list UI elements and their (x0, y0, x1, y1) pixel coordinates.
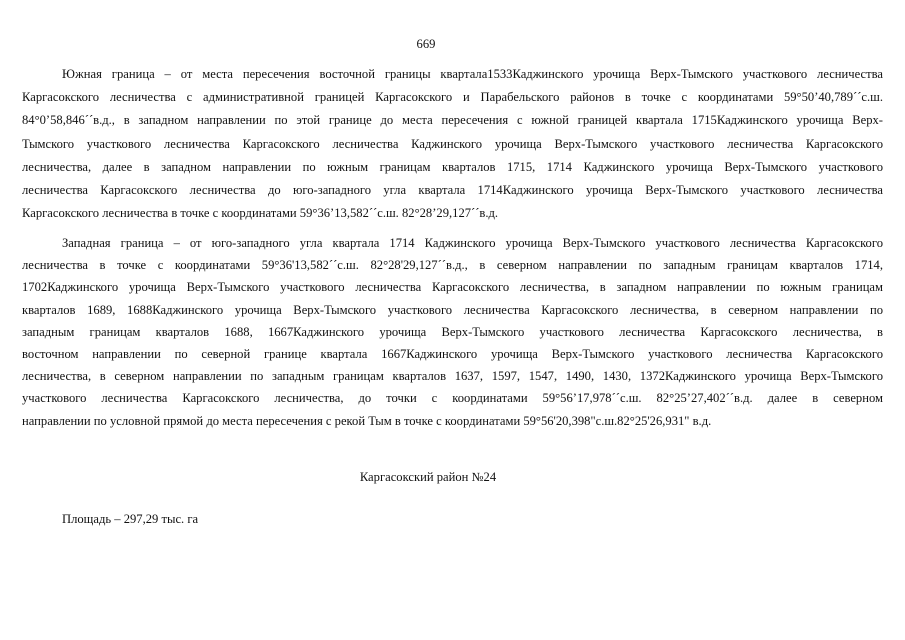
text-line: лесничества, далее в западном направлении по южным границам кварталов 1715, 1714 Каджинского урочища Верх-Тымского участкового (22, 159, 883, 174)
text-line: Тымского участкового лесничества Каргасокского лесничества Каджинского урочища Верх-Тымского участкового лесничества Каргасокского (22, 136, 883, 151)
text-line: лесничества, в северном направлении по западным границам кварталов 1637, 1597, 1547, 1490, 1430, 1372Каджинского урочища Верх-Тымского (22, 369, 883, 384)
text-line: направлении по условной прямой до места пересечения с рекой Тым в точке с координатами 59°56'20,398"с.ш.82°25'26,931" в.д. (22, 413, 712, 428)
text-line: участкового лесничества Каргасокского лесничества, до точки с координатами 59°56’17,978´´с.ш. 82°25’27,402´´в.д. далее в северном (22, 391, 883, 406)
text-line: 84°0’58,846´´в.д., в западном направлении по этой границе до места пересечения с южной границей квартала 1715Каджинского урочища Верх- (22, 113, 883, 128)
text-line: Южная граница – от места пересечения восточной границы квартала1533Каджинского урочища Верх-Тымского участкового лесничества (62, 67, 883, 81)
text-line: Западная граница – от юго-западного угла квартала 1714 Каджинского урочища Верх-Тымского участкового лесничества Каргасокского (62, 236, 883, 250)
western-border-paragraph (22, 232, 883, 432)
page-number: 669 (416, 37, 436, 51)
area-text: Площадь – 297,29 тыс. га (62, 512, 199, 526)
text-line: восточном направлении по северной границе квартала 1667Каджинского урочища Верх-Тымского участкового лесничества Каргасокского (22, 346, 883, 361)
section-title: Каргасокский район №24 (359, 470, 497, 484)
text-line: Каргасокского лесничества с административной границей Каргасокского и Парабельского районов в точке с координатами 59°50’40,789´´с.ш. (22, 90, 883, 105)
text-line: лесничества Каргасокского лесничества до юго-западного угла квартала 1714Каджинского урочища Верх-Тымского участкового лесничества (22, 182, 883, 197)
text-line: 1702Каджинского урочища Верх-Тымского участкового лесничества Каргасокского лесничества, в западном направлении по южным границам (22, 280, 883, 295)
text-line: лесничества в точке с координатами 59°36'13,582´´с.ш. 82°28'29,127´´в.д., в северном направлении по западным границам кварталов 1714, (22, 258, 883, 273)
text-line: кварталов 1689, 1688Каджинского урочища Верх-Тымского участкового лесничества Каргасокского лесничества, в северном направлении по (22, 302, 883, 317)
text-line: западным границам кварталов 1688, 1667Каджинского урочища Верх-Тымского участкового лесничества Каргасокского лесничества, в (22, 324, 883, 339)
text-line: Каргасокского лесничества в точке с координатами 59°36’13,582´´с.ш. 82°28’29,127´´в.д. (22, 206, 499, 221)
southern-border-paragraph (22, 63, 883, 225)
